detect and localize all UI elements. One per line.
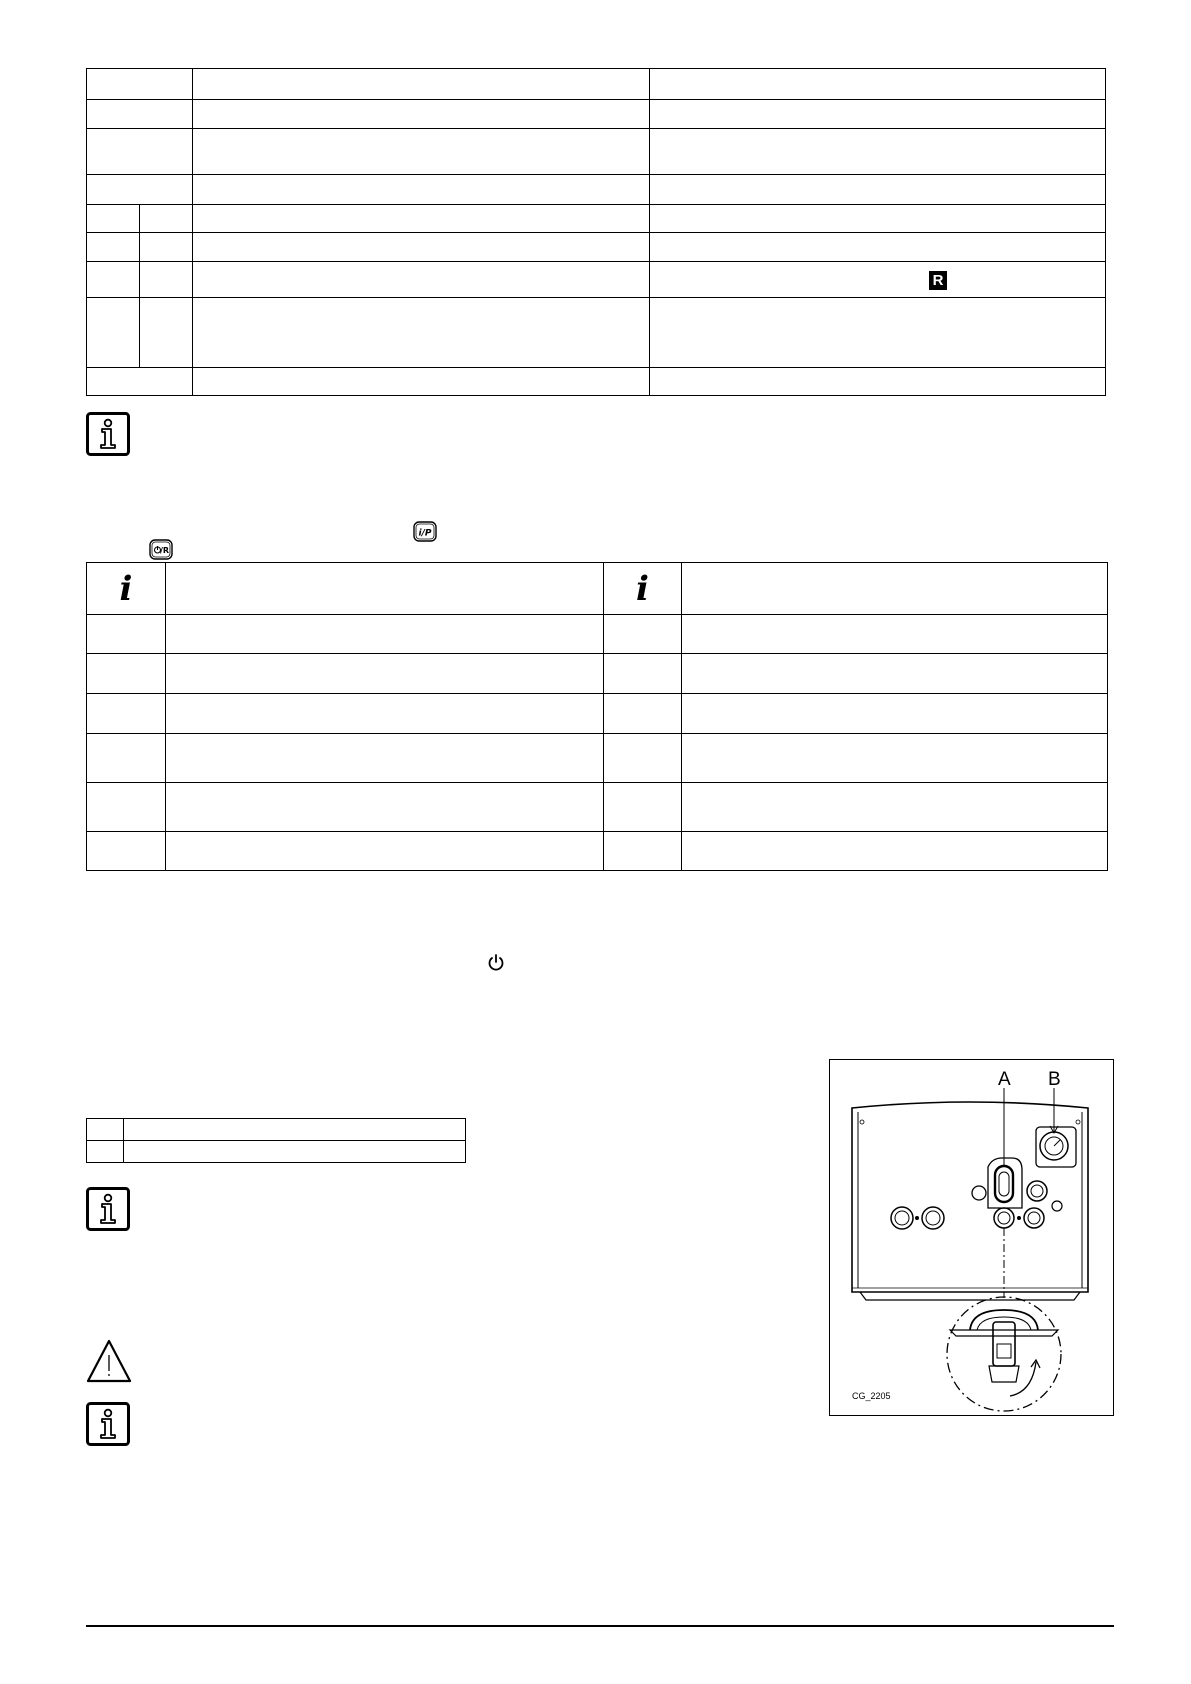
- svg-text:i/P: i/P: [418, 528, 432, 539]
- info-table: [86, 562, 1108, 871]
- table-row: [87, 654, 1108, 694]
- warning-icon: [86, 1338, 132, 1384]
- boiler-drawing: [830, 1060, 1113, 1415]
- info-p-button-icon: [413, 521, 437, 542]
- label-b: B: [1048, 1069, 1061, 1090]
- table-row: [87, 298, 1106, 368]
- power-reset-button-icon: [149, 539, 173, 560]
- parameter-table: [86, 68, 1106, 396]
- svg-text:/R: /R: [159, 546, 170, 555]
- table-row: [87, 205, 1106, 233]
- table-row: [87, 734, 1108, 783]
- legend-table: [86, 1118, 466, 1163]
- table-row: [87, 1141, 466, 1163]
- table-row: [87, 69, 1106, 100]
- figure-code: CG_2205: [852, 1391, 891, 1401]
- table-row: [87, 615, 1108, 654]
- table-row: [87, 262, 1106, 298]
- footer-rule: [86, 1625, 1114, 1627]
- info-symbol: i: [87, 563, 166, 615]
- table-row: [87, 368, 1106, 396]
- table-row: [87, 175, 1106, 205]
- table-row: [87, 832, 1108, 871]
- table-row: [87, 100, 1106, 129]
- boiler-bottom-figure: [829, 1059, 1114, 1416]
- reset-r-icon: R: [929, 271, 947, 290]
- table-row: [87, 1119, 466, 1141]
- table-row: [87, 783, 1108, 832]
- info-icon: [86, 1187, 130, 1231]
- table-row: [87, 694, 1108, 734]
- table-header-row: [87, 563, 1108, 615]
- table-row: [87, 233, 1106, 262]
- info-icon: [86, 1402, 130, 1446]
- power-icon: [487, 953, 505, 972]
- table-row: [87, 129, 1106, 175]
- label-a: A: [998, 1069, 1011, 1090]
- info-icon: [86, 412, 130, 456]
- info-symbol: i: [604, 563, 682, 615]
